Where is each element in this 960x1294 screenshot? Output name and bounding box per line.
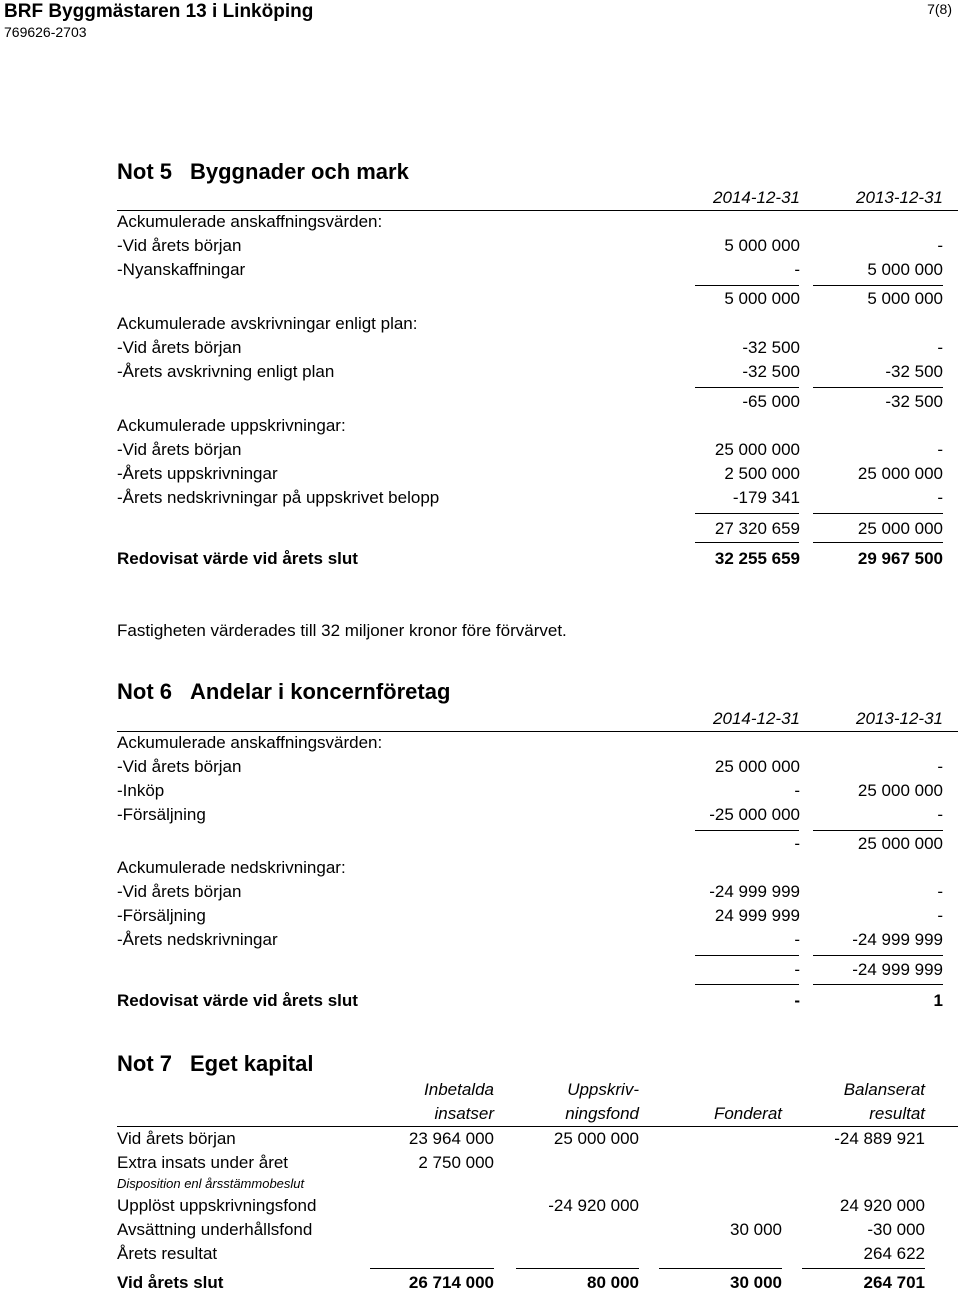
- note7-sum-rule: [370, 1268, 494, 1269]
- note6-sum-rule: [695, 955, 799, 956]
- note5-sum-rule: [813, 513, 943, 514]
- table-row: -Vid årets början 25 000 000 -: [117, 440, 943, 459]
- note6-sum-rule: [695, 984, 799, 985]
- note6-column-header: [117, 708, 943, 730]
- table-row: Upplöst uppskrivningsfond -24 920 000 24 920 000: [117, 1196, 925, 1215]
- note7-header-line2: insatser ningsfond Fonderat resultat: [434, 1104, 925, 1123]
- note6-title: Andelar i koncernföretag: [190, 679, 451, 704]
- report-title: BRF Byggmästaren 13 i Linköping: [4, 1, 314, 22]
- table-row: Ackumulerade anskaffningsvärden:: [117, 212, 383, 231]
- note6-sum-rule: [695, 830, 799, 831]
- page-number: 7(8): [927, 1, 952, 17]
- table-row: -Årets uppskrivningar 2 500 000 25 000 000: [117, 464, 943, 483]
- subtotal-row: 5 000 000 5 000 000: [724, 289, 943, 308]
- note7-sum-rule: [659, 1268, 782, 1269]
- subtotal-row: 27 320 659 25 000 000: [714, 519, 943, 538]
- table-row: Ackumulerade nedskrivningar:: [117, 858, 346, 877]
- note5-heading: [117, 159, 409, 185]
- table-row: -Årets nedskrivningar på uppskrivet belopp -179 341 -: [117, 488, 943, 507]
- note7-heading: [117, 1051, 313, 1077]
- note7-header-line1: Inbetalda Uppskriv- Balanserat: [424, 1080, 925, 1099]
- note5-title: Byggnader och mark: [190, 159, 409, 184]
- note7-title: Eget kapital: [190, 1051, 314, 1076]
- note6-heading: [117, 679, 450, 705]
- note7-header-rule: [117, 1126, 958, 1127]
- subtotal-row: -65 000 -32 500: [742, 392, 943, 411]
- subtotal-row: - 25 000 000: [794, 834, 943, 853]
- table-row: -Försäljning -25 000 000 -: [117, 805, 943, 824]
- table-row: -Försäljning 24 999 999 -: [117, 906, 943, 925]
- note5-sum-rule: [695, 285, 799, 286]
- disposition-label: Disposition enl årsstämmobeslut: [117, 1176, 305, 1191]
- table-row: Avsättning underhållsfond 30 000 -30 000: [117, 1220, 925, 1239]
- note5-sum-rule: [813, 285, 943, 286]
- total-row: Redovisat värde vid årets slut - 1: [117, 991, 943, 1010]
- note6-sum-rule: [813, 955, 943, 956]
- note5-number: Not 5: [117, 159, 172, 184]
- table-row: Ackumulerade avskrivningar enligt plan:: [117, 314, 418, 333]
- total-row: Redovisat värde vid årets slut 32 255 659 29 967 500: [117, 549, 943, 568]
- note6-number: Not 6: [117, 679, 172, 704]
- note6-col2: 2013-12-31: [856, 709, 943, 728]
- table-row: -Vid årets början -24 999 999 -: [117, 882, 943, 901]
- table-row: -Vid årets början -32 500 -: [117, 338, 943, 357]
- table-row: Ackumulerade anskaffningsvärden:: [117, 733, 383, 752]
- table-row: -Årets nedskrivningar - -24 999 999: [117, 930, 943, 949]
- note5-sum-rule: [813, 542, 943, 543]
- note7-sum-rule: [802, 1268, 925, 1269]
- table-row: -Årets avskrivning enligt plan -32 500 -32 500: [117, 362, 943, 381]
- note5-sum-rule: [813, 387, 943, 388]
- total-row: Vid årets slut 26 714 000 80 000 30 000 264 701: [117, 1273, 925, 1292]
- subtotal-row: - -24 999 999: [794, 960, 943, 979]
- note5-col1: 2014-12-31: [713, 188, 800, 207]
- note6-col1: 2014-12-31: [713, 709, 800, 728]
- table-row: -Vid årets början 5 000 000 -: [117, 236, 943, 255]
- table-row: Årets resultat 264 622: [117, 1244, 925, 1263]
- note6-sum-rule: [813, 830, 943, 831]
- table-row: -Vid årets början 25 000 000 -: [117, 757, 943, 776]
- table-row: Extra insats under året 2 750 000: [117, 1153, 494, 1172]
- note7-sum-rule: [516, 1268, 639, 1269]
- note7-number: Not 7: [117, 1051, 172, 1076]
- org-number: 769626-2703: [4, 24, 87, 40]
- note5-sum-rule: [695, 513, 799, 514]
- table-row: -Inköp - 25 000 000: [117, 781, 943, 800]
- table-row: -Nyanskaffningar - 5 000 000: [117, 260, 943, 279]
- note5-column-header: [117, 187, 943, 209]
- table-row: Vid årets början 23 964 000 25 000 000 -24 889 921: [117, 1129, 925, 1148]
- table-row: Ackumulerade uppskrivningar:: [117, 416, 346, 435]
- note5-col2: 2013-12-31: [856, 188, 943, 207]
- note5-footnote: Fastigheten värderades till 32 miljoner kronor före förvärvet.: [117, 621, 567, 640]
- note5-sum-rule: [695, 387, 799, 388]
- note6-sum-rule: [813, 984, 943, 985]
- note5-sum-rule: [695, 542, 799, 543]
